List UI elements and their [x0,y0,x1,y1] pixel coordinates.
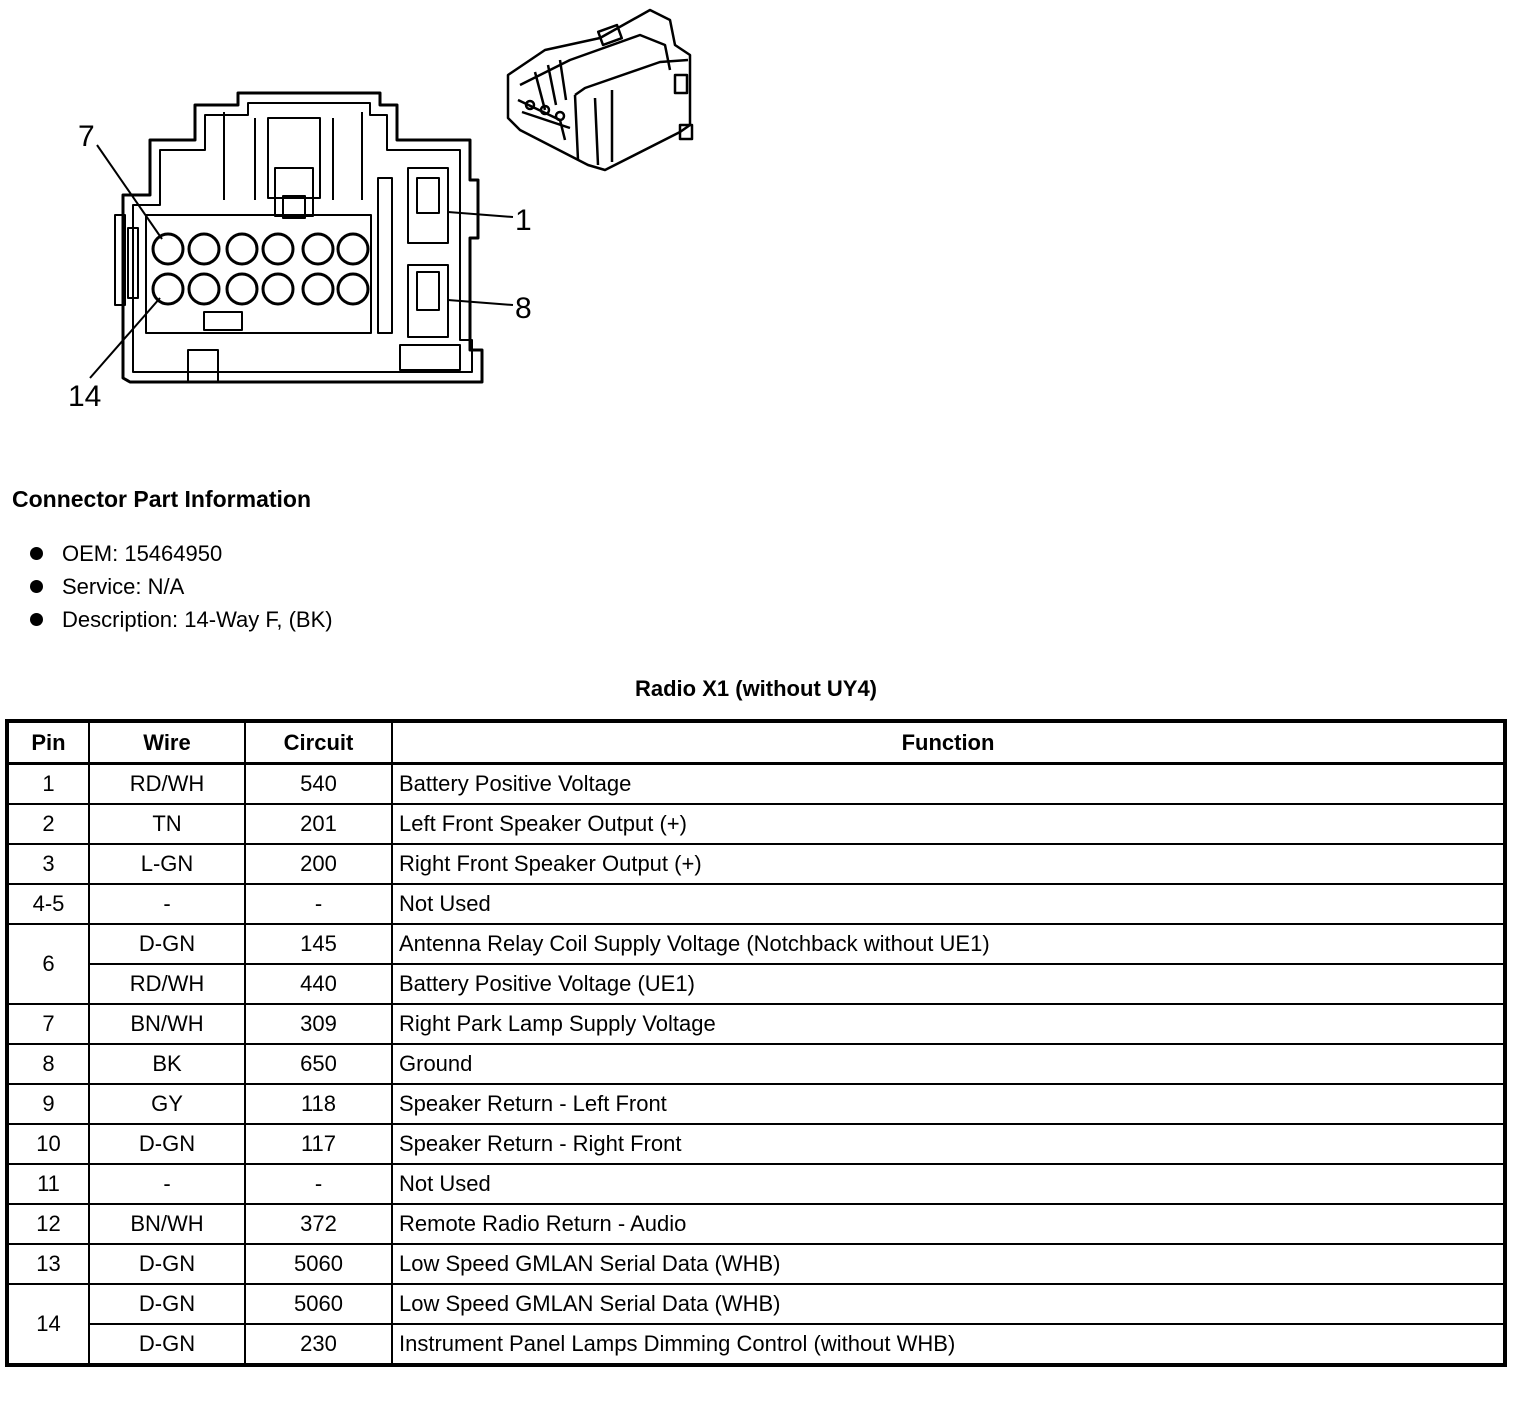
circuit-cell: 309 [245,1004,392,1044]
wire-cell: D-GN [89,1244,245,1284]
circuit-cell: 201 [245,804,392,844]
table-row [7,1244,1505,1284]
header-function: Function [392,721,1505,764]
circuit-cell: 145 [245,924,392,964]
table-row [7,1324,1505,1365]
function-cell: Left Front Speaker Output (+) [392,804,1505,844]
table-row [7,884,1505,924]
function-cell: Remote Radio Return - Audio [392,1204,1505,1244]
pin-cell: 2 [7,804,89,844]
pin-callout-14: 14 [68,380,102,413]
function-cell: Battery Positive Voltage (UE1) [392,964,1505,1004]
bullet-icon [30,580,43,593]
wire-cell: D-GN [89,1284,245,1324]
pinout-table-body [7,764,1505,1366]
function-cell: Speaker Return - Left Front [392,1084,1505,1124]
pin-cell: 9 [7,1084,89,1124]
pin-callout-7: 7 [78,120,95,153]
wire-cell: GY [89,1084,245,1124]
function-cell: Not Used [392,884,1505,924]
table-row [7,1084,1505,1124]
wire-cell: L-GN [89,844,245,884]
pin-cell: 8 [7,1044,89,1084]
function-cell: Right Park Lamp Supply Voltage [392,1004,1505,1044]
function-cell: Ground [392,1044,1505,1084]
wire-cell: BN/WH [89,1204,245,1244]
connector-oem: OEM: 15464950 [62,541,223,566]
table-row [7,1164,1505,1204]
pin-cell: 11 [7,1164,89,1204]
header-pin: Pin [7,721,89,764]
pinout-table [5,719,1507,1367]
list-item [28,540,333,573]
function-cell: Antenna Relay Coil Supply Voltage (Notchback without UE1) [392,924,1505,964]
connector-service: Service: N/A [62,574,185,599]
connector-diagram [0,0,720,430]
table-row [7,964,1505,1004]
list-item [28,573,333,606]
bullet-icon [30,547,43,560]
table-row [7,924,1505,964]
wire-cell: RD/WH [89,764,245,805]
circuit-cell: 540 [245,764,392,805]
pin-cell: 10 [7,1124,89,1164]
table-row [7,1284,1505,1324]
bullet-icon [30,613,43,626]
pin-cell: 14 [7,1284,89,1365]
table-row [7,1204,1505,1244]
table-title: Radio X1 (without UY4) [635,676,877,701]
pin-cell: 4-5 [7,884,89,924]
pin-callout-1: 1 [515,204,532,237]
pin-cell: 7 [7,1004,89,1044]
connector-info-list [28,540,333,639]
function-cell: Low Speed GMLAN Serial Data (WHB) [392,1244,1505,1284]
wire-cell: - [89,884,245,924]
circuit-cell: - [245,884,392,924]
pin-callout-8: 8 [515,292,532,325]
pin-cell: 3 [7,844,89,884]
function-cell: Right Front Speaker Output (+) [392,844,1505,884]
pin-cell: 12 [7,1204,89,1244]
circuit-cell: - [245,1164,392,1204]
circuit-cell: 372 [245,1204,392,1244]
circuit-cell: 440 [245,964,392,1004]
table-row [7,1044,1505,1084]
circuit-cell: 650 [245,1044,392,1084]
circuit-cell: 117 [245,1124,392,1164]
wire-cell: RD/WH [89,964,245,1004]
wire-cell: BK [89,1044,245,1084]
wire-cell: D-GN [89,1124,245,1164]
circuit-cell: 5060 [245,1284,392,1324]
table-row [7,764,1505,805]
wire-cell: BN/WH [89,1004,245,1044]
table-row [7,844,1505,884]
table-row [7,804,1505,844]
table-row [7,1124,1505,1164]
header-wire: Wire [89,721,245,764]
list-item [28,606,333,639]
wire-cell: D-GN [89,1324,245,1365]
function-cell: Instrument Panel Lamps Dimming Control (without WHB) [392,1324,1505,1365]
function-cell: Speaker Return - Right Front [392,1124,1505,1164]
header-circuit: Circuit [245,721,392,764]
pin-cell: 6 [7,924,89,1004]
function-cell: Low Speed GMLAN Serial Data (WHB) [392,1284,1505,1324]
circuit-cell: 118 [245,1084,392,1124]
wire-cell: - [89,1164,245,1204]
table-header-row [7,721,1505,764]
wire-cell: TN [89,804,245,844]
circuit-cell: 230 [245,1324,392,1365]
pin-cell: 13 [7,1244,89,1284]
pin-cell: 1 [7,764,89,805]
circuit-cell: 200 [245,844,392,884]
connector-info-heading: Connector Part Information [12,486,312,512]
table-row [7,1004,1505,1044]
connector-description: Description: 14-Way F, (BK) [62,607,333,632]
wire-cell: D-GN [89,924,245,964]
circuit-cell: 5060 [245,1244,392,1284]
function-cell: Not Used [392,1164,1505,1204]
function-cell: Battery Positive Voltage [392,764,1505,805]
